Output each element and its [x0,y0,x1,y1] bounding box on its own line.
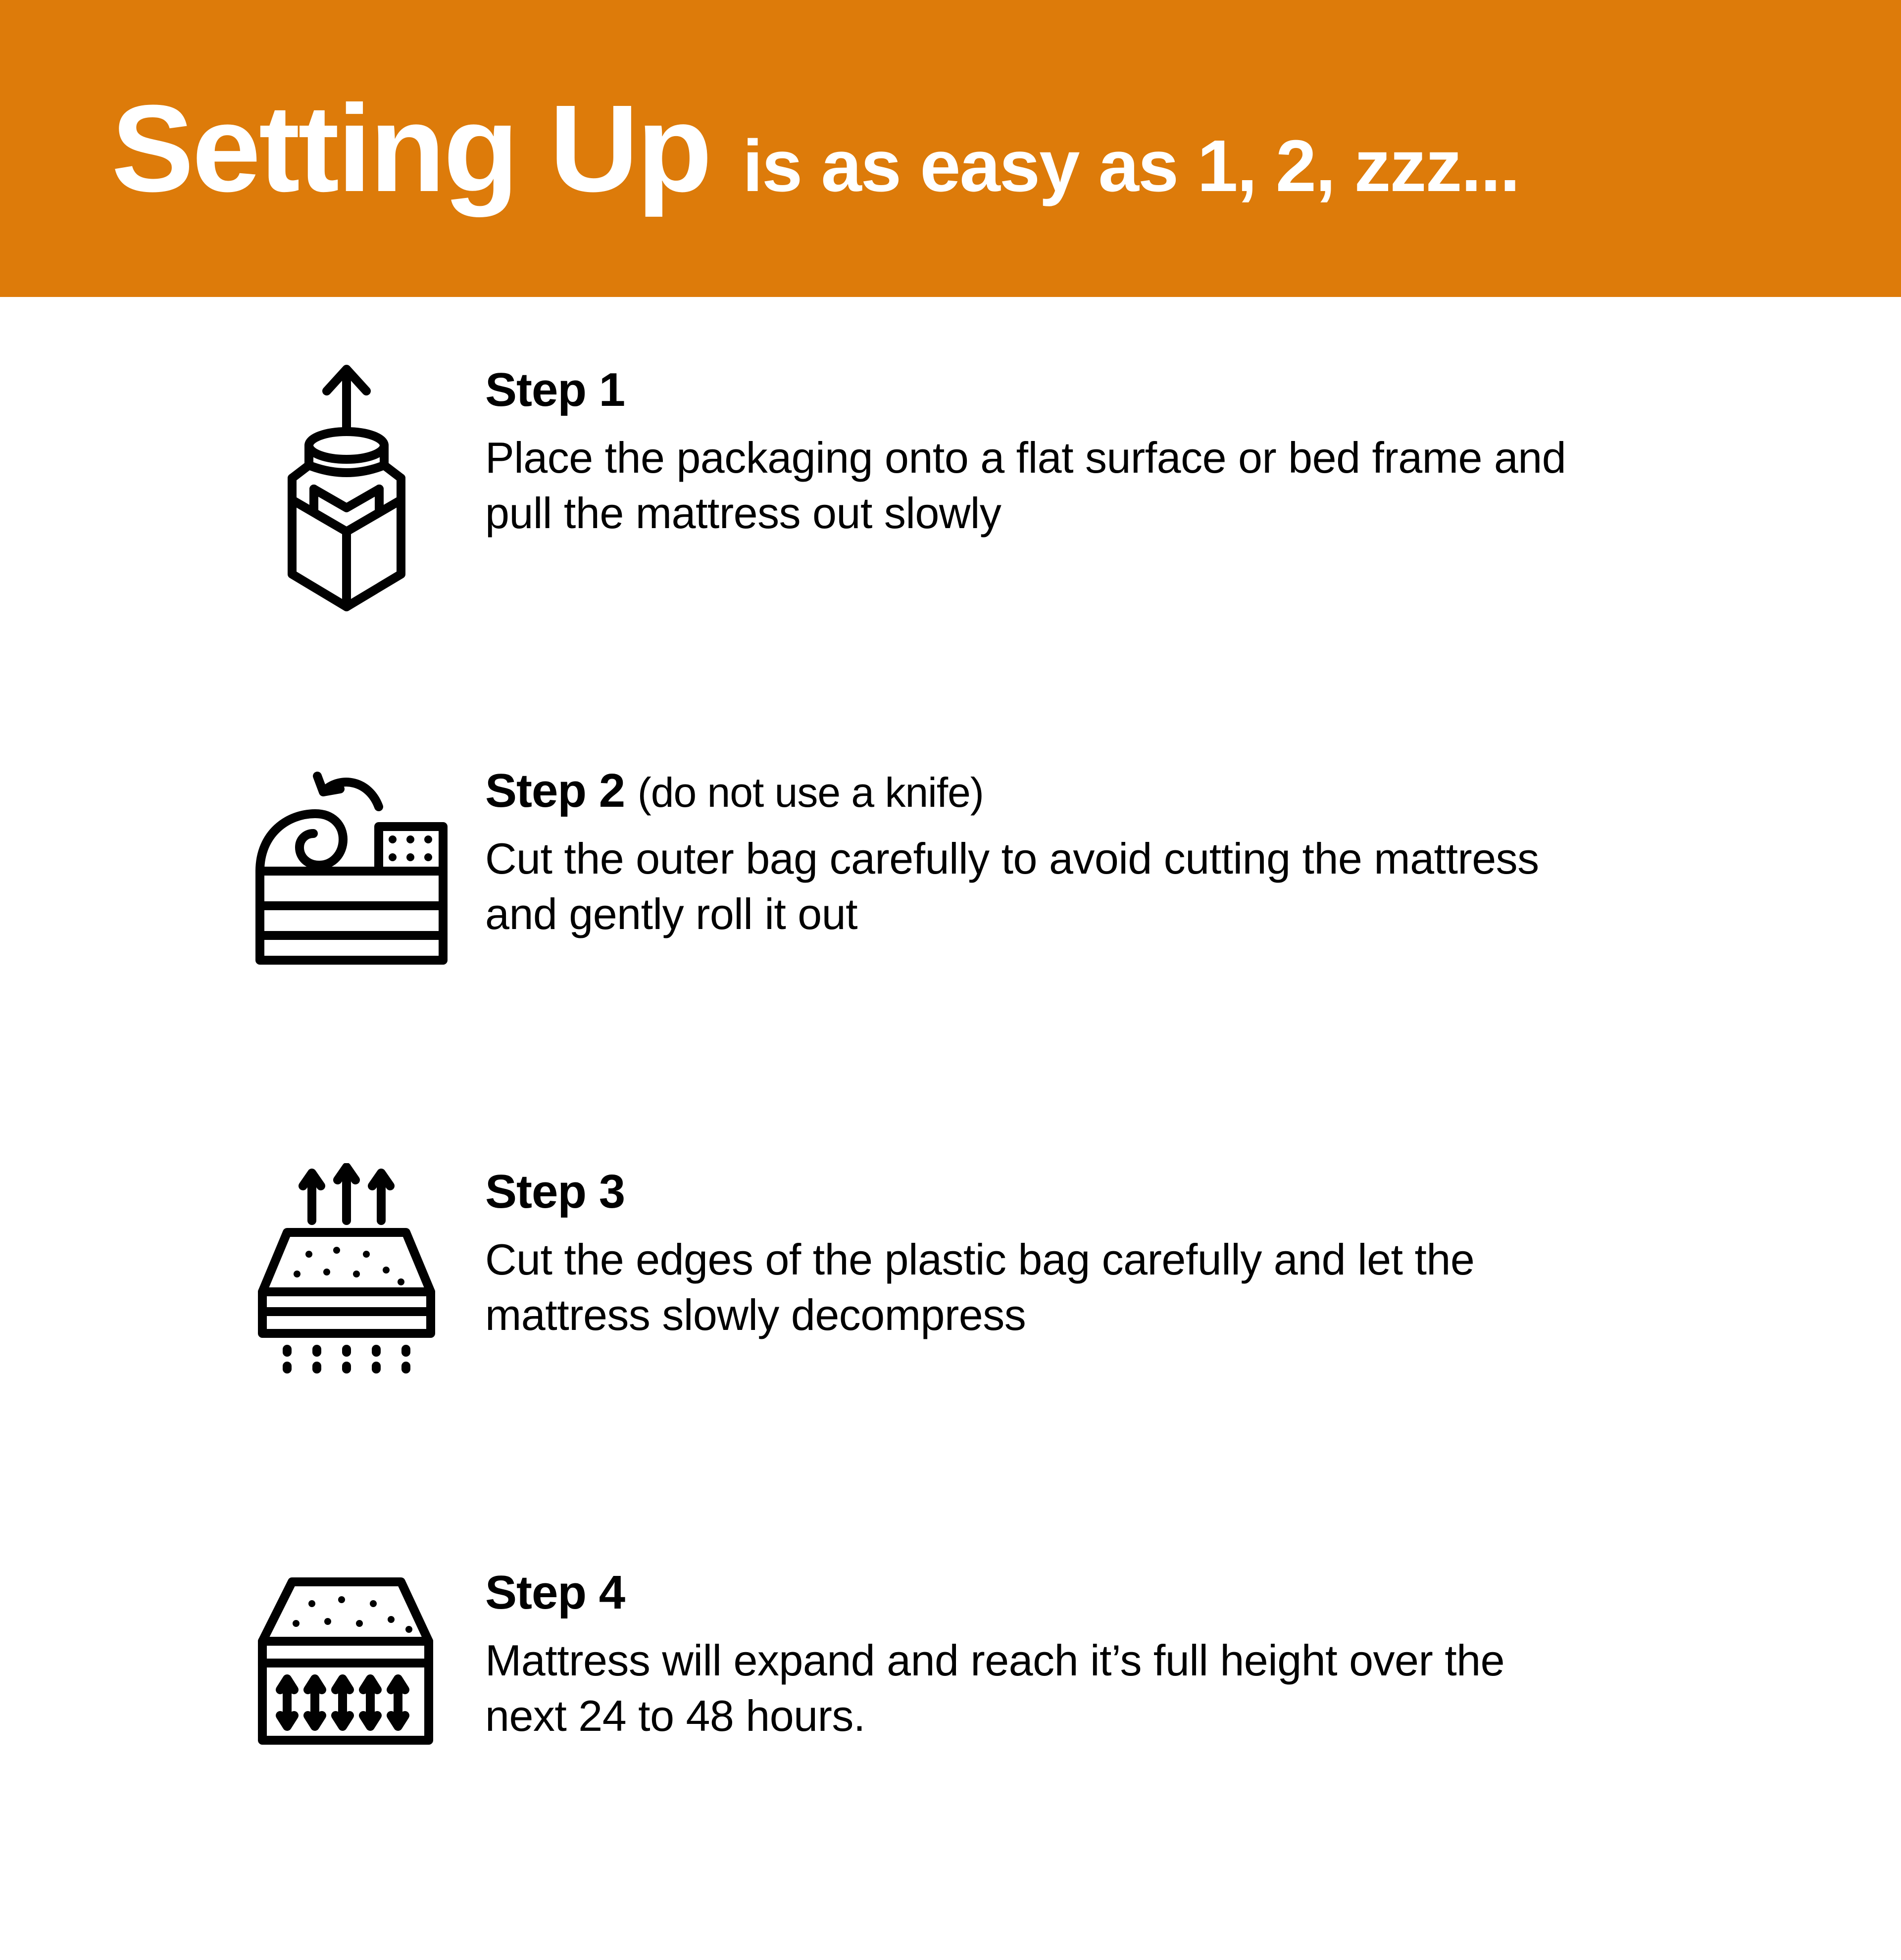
page-subtitle: is as easy as 1, 2, zzz... [742,125,1519,207]
step-heading-label: Step 1 [485,363,625,416]
step-heading-label: Step 4 [485,1566,625,1619]
list-item [0,1559,1901,1960]
step-text [485,1559,1812,1744]
header-banner [0,0,1901,297]
step-heading [485,1167,1812,1217]
step-body: Cut the outer bag carefully to avoid cutting the mattress and gently roll it out [485,833,1539,939]
step-text [485,356,1812,541]
box-opening-up-arrow-icon [208,356,485,619]
step-text [485,757,1812,942]
step-body: Mattress will expand and reach it’s full height over the next 24 to 48 hours. [485,1635,1505,1741]
step-text [485,1158,1812,1343]
step-body: Place the packaging onto a flat surface or bed frame and pull the mattress out slowly [485,433,1566,538]
list-item [0,356,1901,757]
steps-list [0,297,1901,1960]
rolled-mattress-unroll-icon [208,757,485,990]
list-item [0,757,1901,1158]
step-heading [485,365,1812,415]
step-heading-note: (do not use a knife) [637,769,984,816]
step-heading [485,1568,1812,1618]
header-title-line [111,79,1519,217]
step-heading [485,766,1812,816]
step-heading-label: Step 2 [485,764,625,817]
step-body: Cut the edges of the plastic bag carefully and let the mattress slowly decompress [485,1234,1475,1340]
step-heading-label: Step 3 [485,1165,625,1218]
page-title: Setting Up [111,79,710,217]
mattress-expand-height-icon [208,1559,485,1762]
list-item [0,1158,1901,1559]
mattress-decompress-arrows-icon [208,1158,485,1406]
